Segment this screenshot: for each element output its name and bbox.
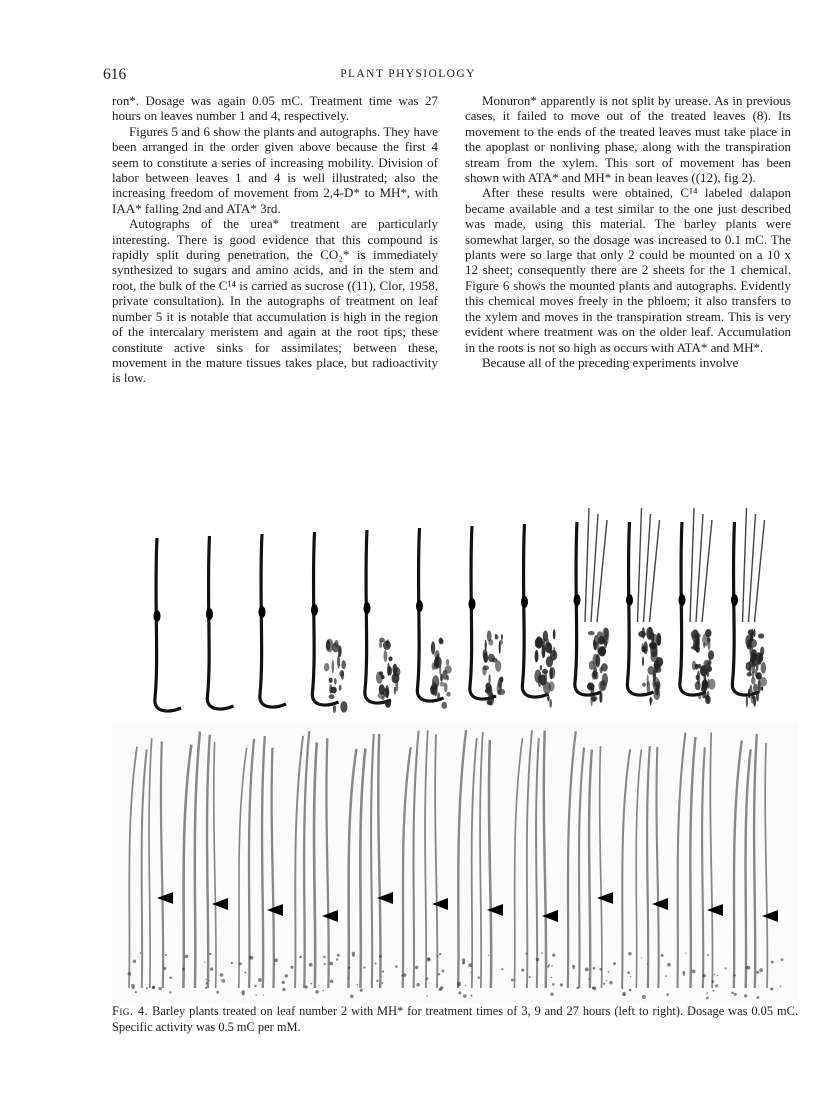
root-mass xyxy=(691,646,698,650)
root-speck xyxy=(647,963,648,964)
root-speck xyxy=(692,970,696,974)
paragraph: Monuron* apparently is not split by urease. As in previous cases, it failed to move out of the treated leaves (8). Its movement to the ends of the treated leaves must take place in the apoplast or nonliving phase, along with the transpiration stream from the xylem. This sort of movement has been shown with ATA* and MH* in bean leaves ((12), fig 2). xyxy=(465,93,791,186)
root-mass xyxy=(589,661,595,670)
root-mass xyxy=(482,666,487,675)
root-speck xyxy=(323,990,324,991)
root-mass xyxy=(588,631,595,635)
root-mass xyxy=(384,650,388,662)
root-mass xyxy=(324,663,330,671)
root-speck xyxy=(128,972,132,976)
root-speck xyxy=(152,986,155,989)
root-mass xyxy=(439,665,441,675)
root-speck xyxy=(560,983,563,986)
root-speck xyxy=(427,958,431,962)
root-mass xyxy=(339,685,342,691)
root-speck xyxy=(716,975,717,976)
root-mass xyxy=(326,640,330,651)
root-speck xyxy=(541,952,543,954)
paragraph: Because all of the preceding experiments involve xyxy=(482,354,739,370)
root-speck xyxy=(603,983,605,985)
top-panel xyxy=(112,498,798,713)
plant-node xyxy=(731,594,738,606)
root-speck xyxy=(683,974,685,976)
root-mass xyxy=(708,679,715,690)
root-mass xyxy=(761,662,767,674)
root-mass xyxy=(642,627,645,639)
root-speck xyxy=(756,971,759,974)
root-mass xyxy=(706,670,709,677)
root-mass xyxy=(587,682,592,688)
root-mass xyxy=(604,628,609,637)
root-mass xyxy=(329,694,335,699)
root-speck xyxy=(707,954,709,956)
root-speck xyxy=(745,966,748,969)
root-mass xyxy=(329,678,333,684)
root-speck xyxy=(780,985,782,987)
root-speck xyxy=(462,961,464,963)
root-speck xyxy=(205,987,207,989)
root-speck xyxy=(426,977,429,980)
root-speck xyxy=(702,974,705,977)
plant-node xyxy=(364,602,371,614)
root-speck xyxy=(210,967,213,970)
root-speck xyxy=(263,994,264,995)
root-speck xyxy=(146,987,148,989)
root-mass xyxy=(592,696,597,702)
root-mass xyxy=(642,656,644,666)
root-speck xyxy=(734,993,737,996)
root-speck xyxy=(309,963,313,967)
root-speck xyxy=(661,954,664,957)
root-speck xyxy=(470,995,472,997)
root-speck xyxy=(360,989,363,992)
root-mass xyxy=(540,640,543,646)
root-mass xyxy=(395,681,398,692)
root-speck xyxy=(711,980,714,983)
root-speck xyxy=(550,993,553,996)
root-speck xyxy=(667,963,671,967)
root-speck xyxy=(352,954,354,956)
root-mass xyxy=(332,660,334,673)
root-mass xyxy=(656,681,660,690)
root-speck xyxy=(348,966,351,969)
root-speck xyxy=(641,957,642,958)
root-speck xyxy=(182,968,185,971)
root-speck xyxy=(375,962,377,964)
root-speck xyxy=(613,962,616,965)
running-head: PLANT PHYSIOLOGY xyxy=(340,68,476,80)
root-speck xyxy=(310,983,312,985)
root-speck xyxy=(242,993,245,996)
root-speck xyxy=(437,955,439,957)
root-mass xyxy=(704,660,710,667)
root-mass xyxy=(547,695,550,701)
root-speck xyxy=(465,985,467,987)
root-mass xyxy=(655,661,658,674)
root-speck xyxy=(622,988,624,990)
root-mass xyxy=(653,670,655,677)
root-speck xyxy=(521,969,524,972)
root-mass xyxy=(696,675,700,680)
root-speck xyxy=(255,994,256,995)
caption-text: Barley plants treated on leaf number 2 with MH* for treatment times of 3, 9 and 27 hours (left to right). Dosage was 0.05 mC. Specific activity was 0.5 mC per mM. xyxy=(112,1004,798,1034)
root-mass xyxy=(441,702,447,709)
left-column xyxy=(112,93,438,386)
root-speck xyxy=(382,982,384,984)
root-speck xyxy=(682,971,685,974)
root-speck xyxy=(551,965,553,967)
root-speck xyxy=(416,983,420,987)
root-speck xyxy=(169,991,171,993)
root-speck xyxy=(169,976,172,979)
root-speck xyxy=(216,991,219,994)
paragraph: After these results were obtained, C¹⁴ labeled dalapon became available and a test similar to the one just described was made, using this material. The barley plants were somewhat larger, so the dosage was increased to 0.1 mC. The plants were so large that only 2 could be mounted on a 10 x 12 sheet; consequently there are 2 sheets for the 1 chemical. Figure 6 shows the mounted plants and autographs. Evidently this chemical moves freely in the phloem; it also transfers to the xylem and moves in the transpiration stream. This is very evident where treatment was on the older leaf. Accumulation in the roots is not so high as occurs with ATA* and MH*. xyxy=(465,185,791,355)
plant-node xyxy=(626,594,633,606)
root-mass xyxy=(334,678,337,684)
root-speck xyxy=(458,984,460,986)
root-speck xyxy=(771,960,774,963)
root-speck xyxy=(463,994,467,998)
root-speck xyxy=(724,967,726,969)
root-speck xyxy=(185,955,189,959)
root-speck xyxy=(254,985,256,987)
root-speck xyxy=(438,973,440,975)
root-mass xyxy=(446,659,449,665)
plant-node xyxy=(259,606,266,618)
root-mass xyxy=(539,674,542,681)
root-speck xyxy=(356,984,358,986)
root-mass xyxy=(485,640,487,651)
root-mass xyxy=(330,687,336,694)
root-mass xyxy=(379,641,382,648)
root-speck xyxy=(244,972,246,974)
plant-node xyxy=(574,594,581,606)
root-speck xyxy=(628,952,631,955)
root-speck xyxy=(336,958,338,960)
root-mass xyxy=(341,660,346,669)
root-mass xyxy=(549,699,552,708)
root-speck xyxy=(403,973,406,976)
root-mass xyxy=(704,674,707,681)
root-speck xyxy=(478,976,481,979)
root-speck xyxy=(415,966,418,969)
root-mass xyxy=(592,673,595,677)
root-speck xyxy=(285,974,288,977)
root-mass xyxy=(383,688,390,697)
root-speck xyxy=(525,953,527,955)
root-speck xyxy=(585,967,589,971)
plant-node xyxy=(679,594,686,606)
root-speck xyxy=(329,962,333,966)
root-speck xyxy=(135,991,137,993)
root-mass xyxy=(758,633,764,638)
plant-node xyxy=(311,604,318,616)
root-speck xyxy=(734,974,736,976)
root-mass xyxy=(340,701,347,712)
root-mass xyxy=(439,639,444,645)
root-speck xyxy=(300,956,302,958)
root-speck xyxy=(576,987,579,990)
root-speck xyxy=(552,983,555,986)
root-speck xyxy=(547,965,549,967)
root-mass xyxy=(753,629,755,637)
root-speck xyxy=(623,994,625,996)
root-speck xyxy=(592,986,595,989)
root-mass xyxy=(485,683,491,691)
root-speck xyxy=(606,980,607,981)
root-speck xyxy=(552,953,555,956)
root-speck xyxy=(706,992,708,994)
root-speck xyxy=(132,986,135,989)
root-speck xyxy=(395,965,398,968)
root-speck xyxy=(609,981,612,984)
root-speck xyxy=(282,988,285,991)
root-speck xyxy=(607,971,609,973)
root-mass xyxy=(437,692,440,699)
root-mass xyxy=(701,687,704,692)
root-mass xyxy=(383,641,391,651)
root-mass xyxy=(542,669,548,674)
root-mass xyxy=(653,681,656,686)
root-mass xyxy=(748,689,751,699)
root-mass xyxy=(595,654,600,667)
root-speck xyxy=(731,991,734,994)
root-speck xyxy=(713,990,715,992)
root-speck xyxy=(348,977,350,979)
root-speck xyxy=(757,996,759,998)
root-speck xyxy=(220,973,224,977)
root-speck xyxy=(323,956,325,958)
root-mass xyxy=(339,670,344,677)
figure-caption xyxy=(112,1003,798,1035)
root-speck xyxy=(536,958,539,961)
root-mass xyxy=(695,681,701,690)
root-speck xyxy=(685,952,686,953)
root-mass xyxy=(598,636,604,645)
root-speck xyxy=(337,954,340,957)
root-speck xyxy=(593,967,596,970)
plant-node xyxy=(469,598,476,610)
root-mass xyxy=(548,681,554,691)
root-speck xyxy=(529,976,531,978)
root-mass xyxy=(642,646,647,653)
root-mass xyxy=(747,644,752,649)
root-speck xyxy=(231,962,233,964)
root-mass xyxy=(749,660,754,667)
root-mass xyxy=(708,639,711,651)
root-mass xyxy=(759,677,767,686)
page-number: 616 xyxy=(103,66,127,83)
root-speck xyxy=(426,995,428,997)
root-speck xyxy=(666,993,669,996)
root-mass xyxy=(752,695,754,699)
root-speck xyxy=(501,968,503,970)
root-speck xyxy=(221,979,225,983)
root-mass xyxy=(485,655,488,662)
root-mass xyxy=(381,675,385,679)
root-speck xyxy=(488,955,489,956)
root-mass xyxy=(753,683,758,692)
figure-autoradiograph xyxy=(112,498,798,1004)
root-mass xyxy=(431,641,435,654)
root-speck xyxy=(382,970,384,972)
plant-node xyxy=(521,596,528,608)
root-speck xyxy=(282,981,285,984)
root-speck xyxy=(440,986,443,989)
root-speck xyxy=(744,994,747,997)
root-mass xyxy=(698,664,702,669)
root-mass xyxy=(546,656,553,667)
root-mass xyxy=(758,653,763,663)
root-mass xyxy=(391,673,399,683)
root-mass xyxy=(593,641,597,650)
root-speck xyxy=(770,987,773,990)
root-speck xyxy=(468,963,472,967)
root-mass xyxy=(499,640,503,645)
root-speck xyxy=(401,975,403,977)
root-speck xyxy=(239,962,242,965)
root-speck xyxy=(379,955,382,958)
root-speck xyxy=(439,953,441,955)
root-mass xyxy=(751,628,753,642)
root-speck xyxy=(315,990,319,994)
root-mass xyxy=(382,696,385,700)
root-mass xyxy=(756,662,759,670)
root-mass xyxy=(387,663,390,676)
root-mass xyxy=(746,672,752,676)
root-speck xyxy=(249,956,251,958)
root-mass xyxy=(698,693,701,700)
root-mass xyxy=(602,673,608,686)
root-speck xyxy=(458,991,461,994)
root-speck xyxy=(206,982,208,984)
root-mass xyxy=(746,696,748,708)
root-speck xyxy=(158,987,161,990)
root-mass xyxy=(656,648,658,655)
plant-node xyxy=(416,600,423,612)
root-mass xyxy=(445,665,452,673)
root-mass xyxy=(535,650,539,662)
root-mass xyxy=(647,681,651,694)
root-mass xyxy=(434,650,439,660)
root-mass xyxy=(392,664,397,675)
root-mass xyxy=(488,639,493,645)
root-speck xyxy=(140,952,142,954)
root-mass xyxy=(649,698,653,703)
root-mass xyxy=(500,676,503,682)
root-mass xyxy=(335,640,339,648)
root-mass xyxy=(553,629,556,639)
paragraph: Figures 5 and 6 show the plants and autographs. They have been arranged in the order given above because the first 4 seem to constitute a series of increasing mobility. Division of labor between leaves 1 and 4 is well illustrated; also the increasing freedom of movement from 2,4-D* to MH*, with IAA* falling 2nd and ATA* 3rd. xyxy=(112,123,438,216)
root-speck xyxy=(376,980,378,982)
root-mass xyxy=(446,692,450,697)
root-mass xyxy=(495,634,497,640)
root-speck xyxy=(665,975,667,977)
root-speck xyxy=(573,967,575,969)
root-speck xyxy=(330,980,334,984)
root-mass xyxy=(388,656,392,661)
root-speck xyxy=(588,978,589,979)
root-speck xyxy=(208,980,209,981)
root-speck xyxy=(599,968,602,971)
root-mass xyxy=(440,682,445,687)
root-speck xyxy=(204,961,205,962)
root-mass xyxy=(501,634,503,640)
root-mass xyxy=(599,667,602,673)
root-speck xyxy=(323,963,325,965)
root-mass xyxy=(761,686,764,690)
root-speck xyxy=(442,970,445,973)
root-speck xyxy=(350,994,354,998)
root-mass xyxy=(599,693,602,703)
root-speck xyxy=(209,953,211,955)
root-speck xyxy=(642,995,646,999)
root-speck xyxy=(305,985,308,988)
root-speck xyxy=(363,966,365,968)
root-mass xyxy=(642,683,646,687)
root-mass xyxy=(707,690,710,702)
plant-node xyxy=(154,610,161,622)
root-speck xyxy=(205,979,206,980)
root-speck xyxy=(274,958,278,962)
root-mass xyxy=(649,627,652,639)
root-speck xyxy=(759,968,763,972)
plant-node xyxy=(206,608,213,620)
root-speck xyxy=(551,977,553,979)
root-mass xyxy=(550,667,555,679)
root-mass xyxy=(338,645,342,657)
root-speck xyxy=(714,974,716,976)
root-speck xyxy=(165,954,167,956)
root-mass xyxy=(695,639,699,652)
root-mass xyxy=(385,699,391,708)
root-speck xyxy=(163,967,166,970)
root-mass xyxy=(545,642,552,653)
root-speck xyxy=(511,979,514,982)
root-speck xyxy=(781,958,784,961)
root-mass xyxy=(333,705,336,713)
root-mass xyxy=(756,692,759,702)
paragraph: ron*. Dosage was again 0.05 mC. Treatment time was 27 hours on leaves number 1 and 4, respectively. xyxy=(112,93,438,124)
root-mass xyxy=(498,689,506,695)
root-speck xyxy=(290,966,293,969)
caption-label: Fig. 4. xyxy=(112,1004,149,1018)
root-speck xyxy=(133,960,136,963)
root-speck xyxy=(470,972,471,973)
right-column xyxy=(465,93,791,370)
root-mass xyxy=(651,634,658,646)
root-mass xyxy=(431,682,437,696)
root-speck xyxy=(627,971,630,974)
paragraph: Autographs of the urea* treatment are particularly interesting. There is good evidence that this compound is rapidly split during penetration, the CO₂* is immediately synthesized to sugars and amino acids, and in the stem and root, the bulk of the C¹⁴ is carried as sucrose ((11), Clor, 1958, private consultation). In the autographs of treatment on leaf number 5 it is notable that accumulation is high in the region of the intercalary meristem and again at the root tips; these constitute active sinks for assimilates; between these, movement in the mature tissues takes place, but radioactivity is low. xyxy=(112,216,438,386)
figure-4 xyxy=(112,498,798,1004)
root-speck xyxy=(629,989,632,992)
root-mass xyxy=(540,665,542,670)
root-speck xyxy=(715,984,718,987)
root-speck xyxy=(258,978,262,982)
root-mass xyxy=(553,647,555,659)
root-speck xyxy=(706,997,709,1000)
root-mass xyxy=(492,658,498,663)
root-speck xyxy=(630,976,631,977)
